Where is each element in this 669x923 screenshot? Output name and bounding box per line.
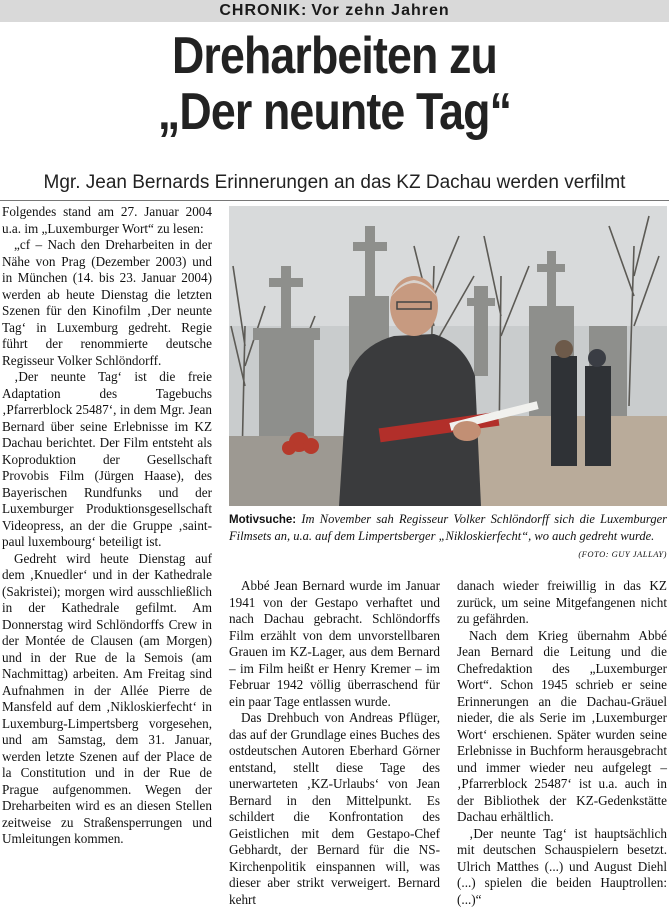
headline-line-2: „Der neunte Tag“ (157, 83, 512, 141)
article-column-3 (457, 578, 667, 908)
paragraph: danach wieder freiwillig in das KZ zurück, um seine Mitgefangenen nicht zu gefährden. (457, 578, 667, 626)
article-photo (229, 206, 667, 506)
caption-text: Im November sah Regisseur Volker Schlöndorff sich die Luxemburger Filmsets an, u.a. auf dem Limpertsberger „Nikloskierfecht“, wo auch gedreht wurde. (229, 512, 667, 543)
paragraph: Gedreht wird heute Dienstag auf dem ‚Knuedler‘ und in der Kathedrale (Sakristei); morgen wird ausschließlich in der Kathedrale gefilmt. Am Donnerstag wird Schlöndorffs Crew in der Montée de Clausen (am Morgen) und in der Rue de la Semois (am Nachmittag) arbeiten. Am Freitag sind Aufnahmen in der Allée Pierre de Mansfeld auf dem ‚Nikloskierfecht‘ in Luxemburg-Limpertsberg vorgesehen, und am Samstag, dem 31. Januar, werden letzte Szenen auf der Place de la Constitution und in der Rue de Prague aufgenommen. Wegen der Dreharbeiten wird es an diesen Stellen zeitweise zu Straßensperrungen und Umleitungen kommen. (2, 550, 212, 846)
kicker-label: CHRONIK: (219, 2, 308, 19)
kicker-text: Vor zehn Jahren (311, 2, 450, 19)
paragraph: „cf – Nach den Dreharbeiten in der Nähe von Prag (Dezember 2003) und in München (14. bis 23. Januar 2004) werden ab heute Dienstag die letzten Szenen für den Kinofilm ‚Der neunte Tag‘ in Luxemburg gedreht. Regie führt der renommierte deutsche Regisseur Volker Schlöndorff. (2, 237, 212, 368)
article-column-2 (229, 578, 440, 908)
photo-illustration (229, 206, 667, 506)
caption-lead: Motivsuche: (229, 514, 297, 526)
paragraph: Abbé Jean Bernard wurde im Januar 1941 von der Gestapo verhaftet und nach Dachau gebracht. Schlöndorffs Film erzählt von dem unvorstellbaren Grauen im KZ-Lager, aus dem Bernard – im Film heißt er Henry Kremer – im Februar 1942 völlig überraschend für ein paar Tage entlassen wurde. (229, 578, 440, 709)
paragraph: Folgendes stand am 27. Januar 2004 u.a. im „Luxemburger Wort“ zu lesen: (2, 204, 212, 236)
paragraph: Nach dem Krieg übernahm Abbé Jean Bernard die Leitung und die Chefredaktion des „Luxemburger Wort“. Schon 1945 schrieb er seine Erinnerungen an die Dachau-Gräuel nieder, die als Serie im ‚Luxemburger Wort‘ erschienen. Später wurden seine Erlebnisse in Buchform herausgebracht und immer wieder neu aufgelegt – ‚Pfarrerblock 25487‘ ist u.a. auch in der Bibliothek der KZ-Gedenkstätte Dachau erhältlich. (457, 627, 667, 824)
kicker-bar (0, 0, 669, 22)
photo-caption (229, 511, 667, 544)
paragraph: ‚Der neunte Tag‘ ist hauptsächlich mit deutschen Schauspielern besetzt. Ulrich Matthes (...) und August Diehl (...) spielen die beiden Hauptrollen: (...)“ (457, 825, 667, 907)
headline (47, 28, 622, 140)
headline-line-1: Dreharbeiten zu (171, 27, 498, 85)
paragraph: Das Drehbuch von Andreas Pflüger, das auf der Grundlage eines Buches des ostdeutschen Autoren Eberhard Görner entstand, stellt diese Tage des unerwarteten ‚KZ-Urlaubs‘ von Jean Bernard in den Mittelpunkt. Es schildert die Konfrontation des Geistlichen mit dem Gestapo-Chef Gebhardt, der Bernard für die NS-Kirchenpolitik einspannen will, was dieser aber strikt verweigert. Bernard kehrt (229, 710, 440, 907)
paragraph: ‚Der neunte Tag‘ ist die freie Adaptation des Tagebuchs ‚Pfarrerblock 25487‘, in dem Mgr. Jean Bernard über seine Erlebnisse im KZ Dachau berichtet. Der Film entsteht als Koproduktion der Gesellschaft Provobis Film (Jürgen Haase), des Bayerischen Rundfunks und der Luxemburger Produktionsgesellschaft Videopress, an der die Gruppe ‚saint-paul luxembourg‘ beteiligt ist. (2, 369, 212, 549)
subheadline: Mgr. Jean Bernards Erinnerungen an das KZ Dachau werden verfilmt (43, 172, 626, 193)
photo-credit: (FOTO: GUY JALLAY) (578, 549, 667, 559)
header-rule (0, 200, 669, 201)
article-column-1 (2, 204, 212, 848)
